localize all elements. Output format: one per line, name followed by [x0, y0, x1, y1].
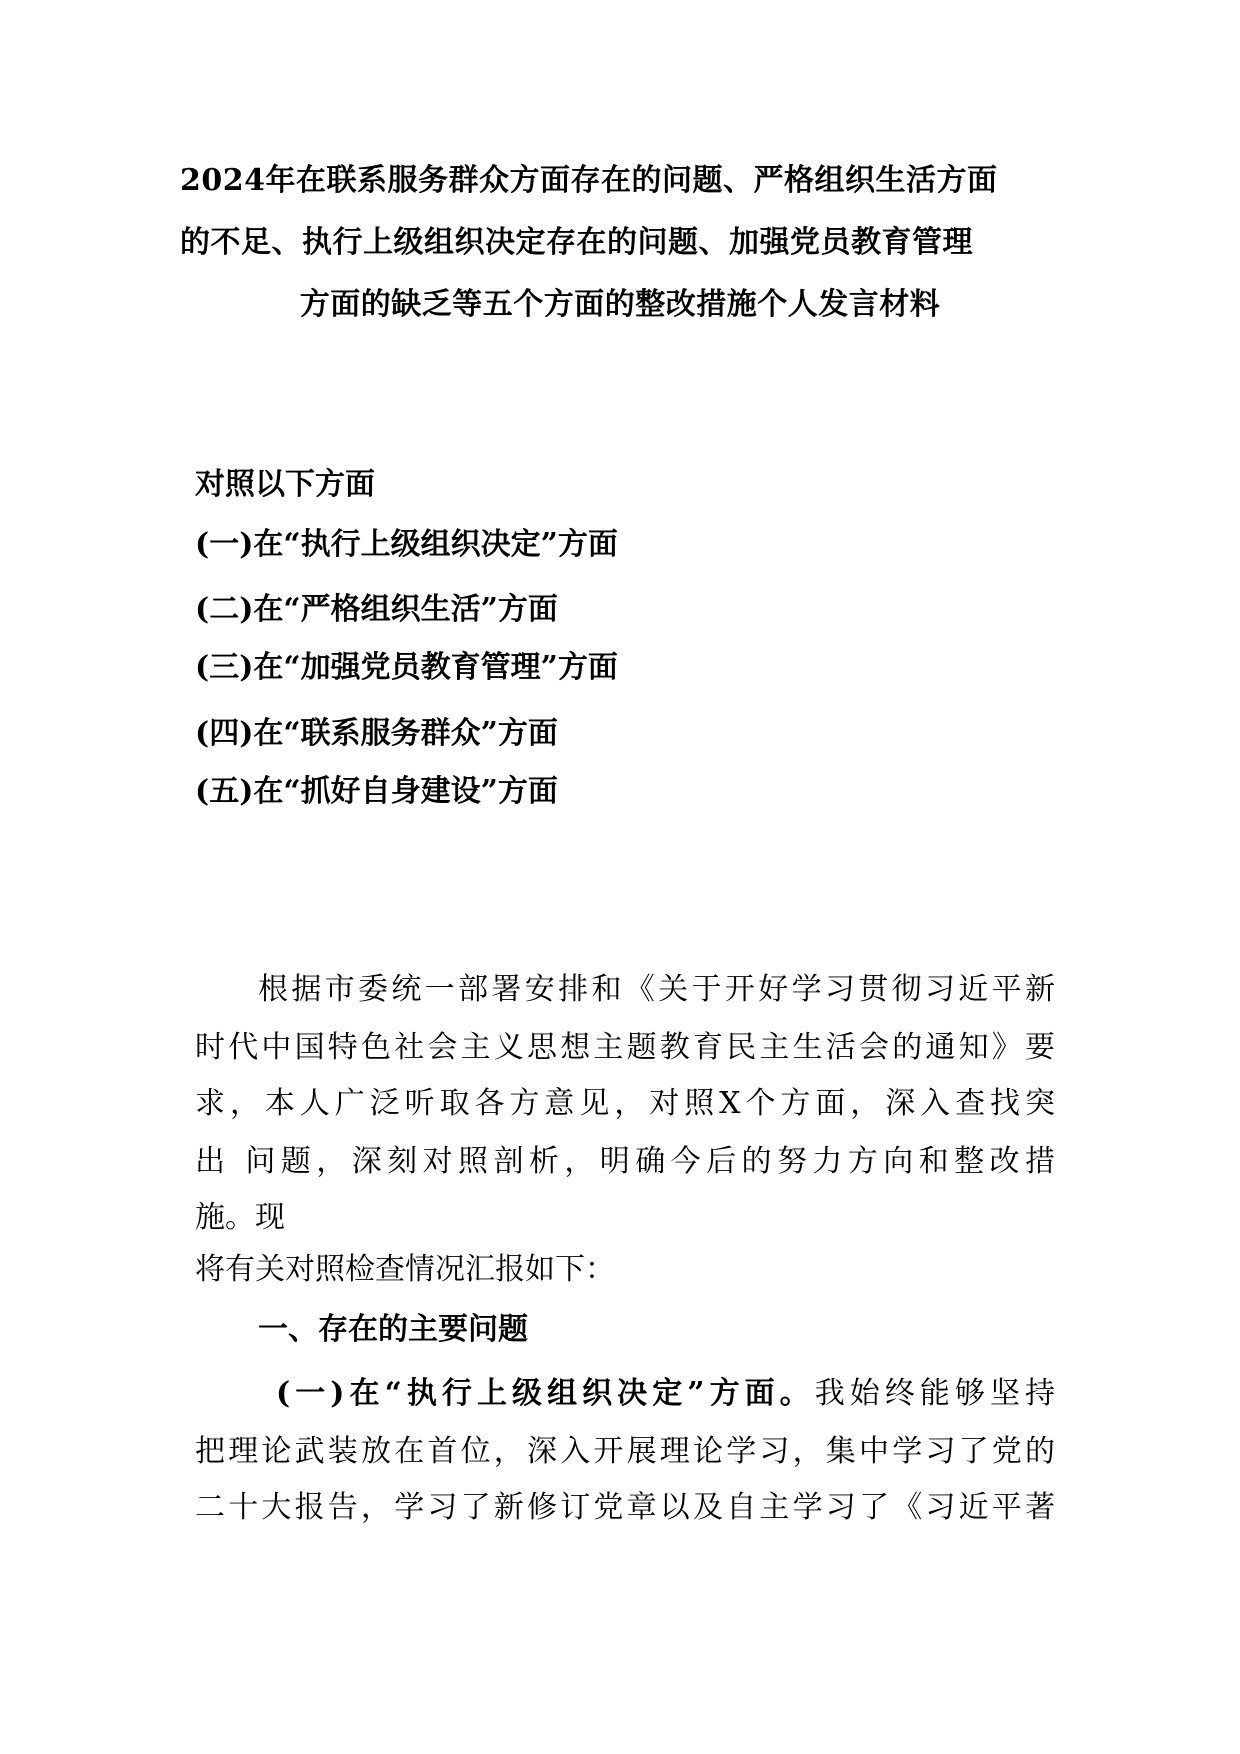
intro-line-3: 求，本人广泛听取各方意见，对照X个方面，深入查找突 — [195, 1086, 1055, 1121]
title-line-1: 2024年在联系服务群众方面存在的问题、严格组织生活方面 — [180, 163, 998, 198]
outline-heading: 对照以下方面 — [195, 467, 375, 502]
outline-item-1: (一)在“执行上级组织决定”方面 — [195, 527, 618, 562]
intro-line-5: 施。现 — [195, 1200, 285, 1235]
document-title — [180, 150, 1060, 336]
title-line-3: 方面的缺乏等五个方面的整改措施个人发言材料 — [299, 287, 941, 322]
outline-item-3: (三)在“加强党员教育管理”方面 — [195, 650, 618, 685]
outline-item-2: (二)在“严格组织生活”方面 — [195, 592, 558, 627]
subsection-first-line-rest: 我始终能够坚持 — [814, 1376, 1056, 1411]
intro-line-1: 根据市委统一部署安排和《关于开好学习贯彻习近平新 — [258, 972, 1055, 1007]
outline-item-4: (四)在“联系服务群众”方面 — [195, 716, 558, 751]
intro-line-2: 时代中国特色社会主义思想主题教育民主生活会的通知》要 — [195, 1030, 1055, 1065]
outline-item-5: (五)在“抓好自身建设”方面 — [195, 774, 558, 809]
subsection-lead: (一)在“执行上级组织决定”方面。 — [276, 1376, 815, 1411]
subsection-line-3: 二十大报告，学习了新修订党章以及自主学习了《习近平著 — [195, 1490, 1055, 1525]
title-line-2: 的不足、执行上级组织决定存在的问题、加强党员教育管理 — [180, 225, 973, 260]
intro-line-6: 将有关对照检查情况汇报如下： — [195, 1252, 615, 1287]
subsection-line-2: 把理论武装放在首位，深入开展理论学习，集中学习了党的 — [195, 1434, 1055, 1469]
subsection-first-line — [276, 1374, 1055, 1414]
section-heading: 一、存在的主要问题 — [258, 1312, 528, 1347]
intro-line-4: 出 问题，深刻对照剖析，明确今后的努力方向和整改措 — [195, 1144, 1055, 1179]
